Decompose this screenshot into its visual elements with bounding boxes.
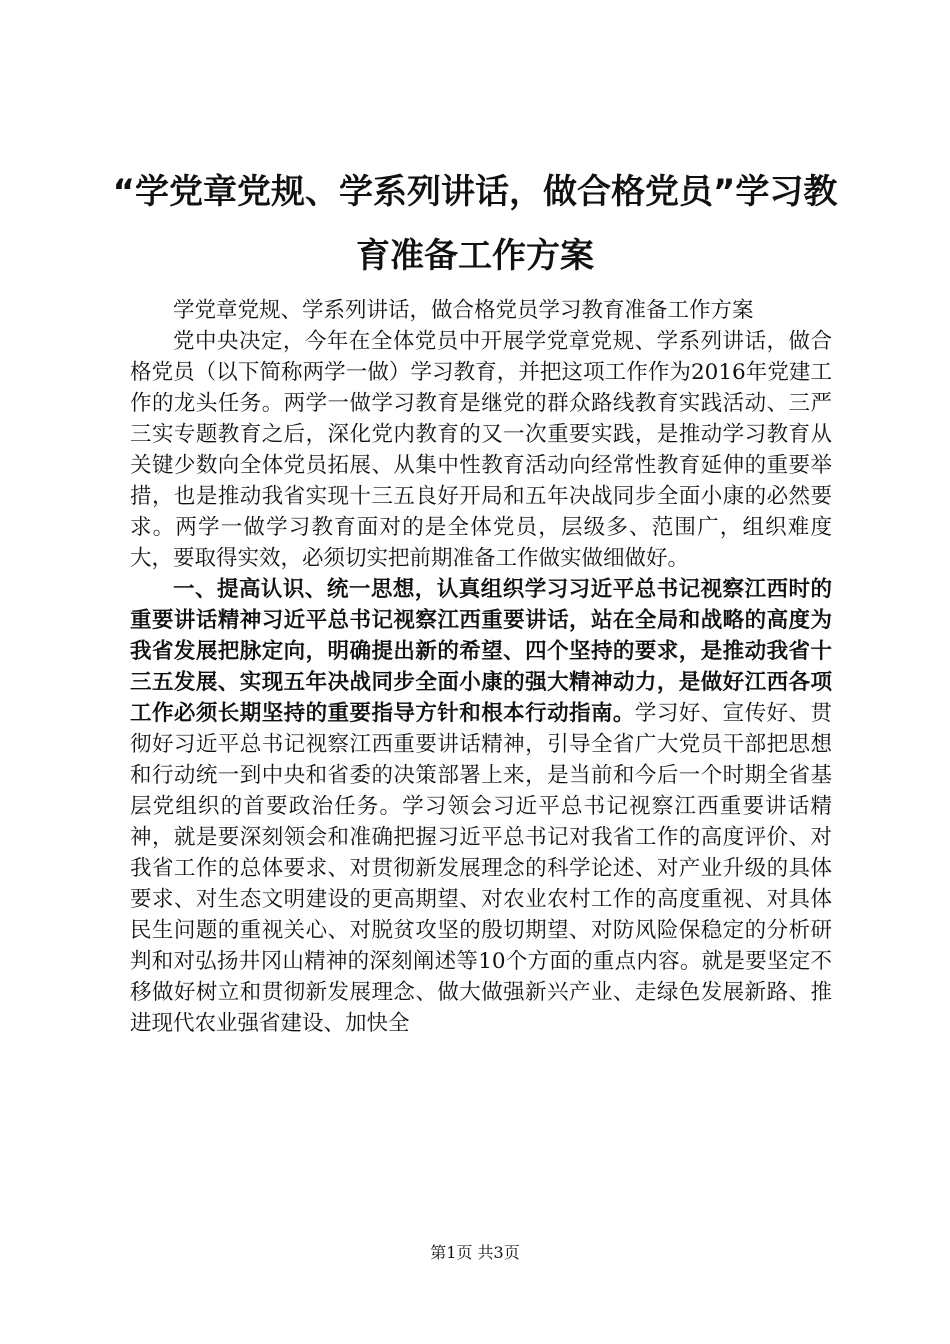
document-title: “学党章党规、学系列讲话，做合格党员”学习教育准备工作方案 [112, 172, 838, 276]
section-one-paragraph [130, 574, 832, 1039]
page-footer: 第1页 共3页 [430, 1243, 520, 1262]
section-one-heading: 一、提高认识、统一思想，认真组织学习习近平总书记视察江西时的重要讲话精神习近平总书记视察江西重要讲话，站在全局和战略的高度为我省发展把脉定向，明确提出新的希望、四个坚持的要求，是推动我省十三五发展、实现五年决战同步全面小康的强大精神动力，是做好江西各项工作必须长期坚持的重要指导方针和根本行动指南。 [130, 577, 832, 726]
intro-paragraph: 党中央决定，今年在全体党员中开展学党章党规、学系列讲话，做合格党员（以下简称两学一做）学习教育，并把这项工作作为2016年党建工作的龙头任务。两学一做学习教育是继党的群众路线教育实践活动、三严三实专题教育之后，深化党内教育的又一次重要实践，是推动学习教育从关键少数向全体党员拓展、从集中性教育活动向经常性教育延伸的重要举措，也是推动我省实现十三五良好开局和五年决战同步全面小康的必然要求。两学一做学习教育面对的是全体党员，层级多、范围广，组织难度大，要取得实效，必须切实把前期准备工作做实做细做好。 [130, 329, 832, 571]
subtitle-paragraph: 学党章党规、学系列讲话，做合格党员学习教育准备工作方案 [173, 298, 754, 323]
section-one-text: 学习好、宣传好、贯彻好习近平总书记视察江西重要讲话精神，引导全省广大党员干部把思想和行动统一到中央和省委的决策部署上来，是当前和今后一个时期全省基层党组织的首要政治任务。学习领会习近平总书记视察江西重要讲话精神，就是要深刻领会和准确把握习近平总书记对我省工作的高度评价、对我省工作的总体要求、对贯彻新发展理念的科学论述、对产业升级的具体要求、对生态文明建设的更高期望、对农业农村工作的高度重视、对具体民生问题的重视关心、对脱贫攻坚的殷切期望、对防风险保稳定的分析研判和对弘扬井冈山精神的深刻阐述等10个方面的重点内容。就是要坚定不移做好树立和贯彻新发展理念、做大做强新兴产业、走绿色发展新路、推进现代农业强省建设、加快全 [130, 701, 832, 1036]
document-body [130, 295, 832, 1039]
